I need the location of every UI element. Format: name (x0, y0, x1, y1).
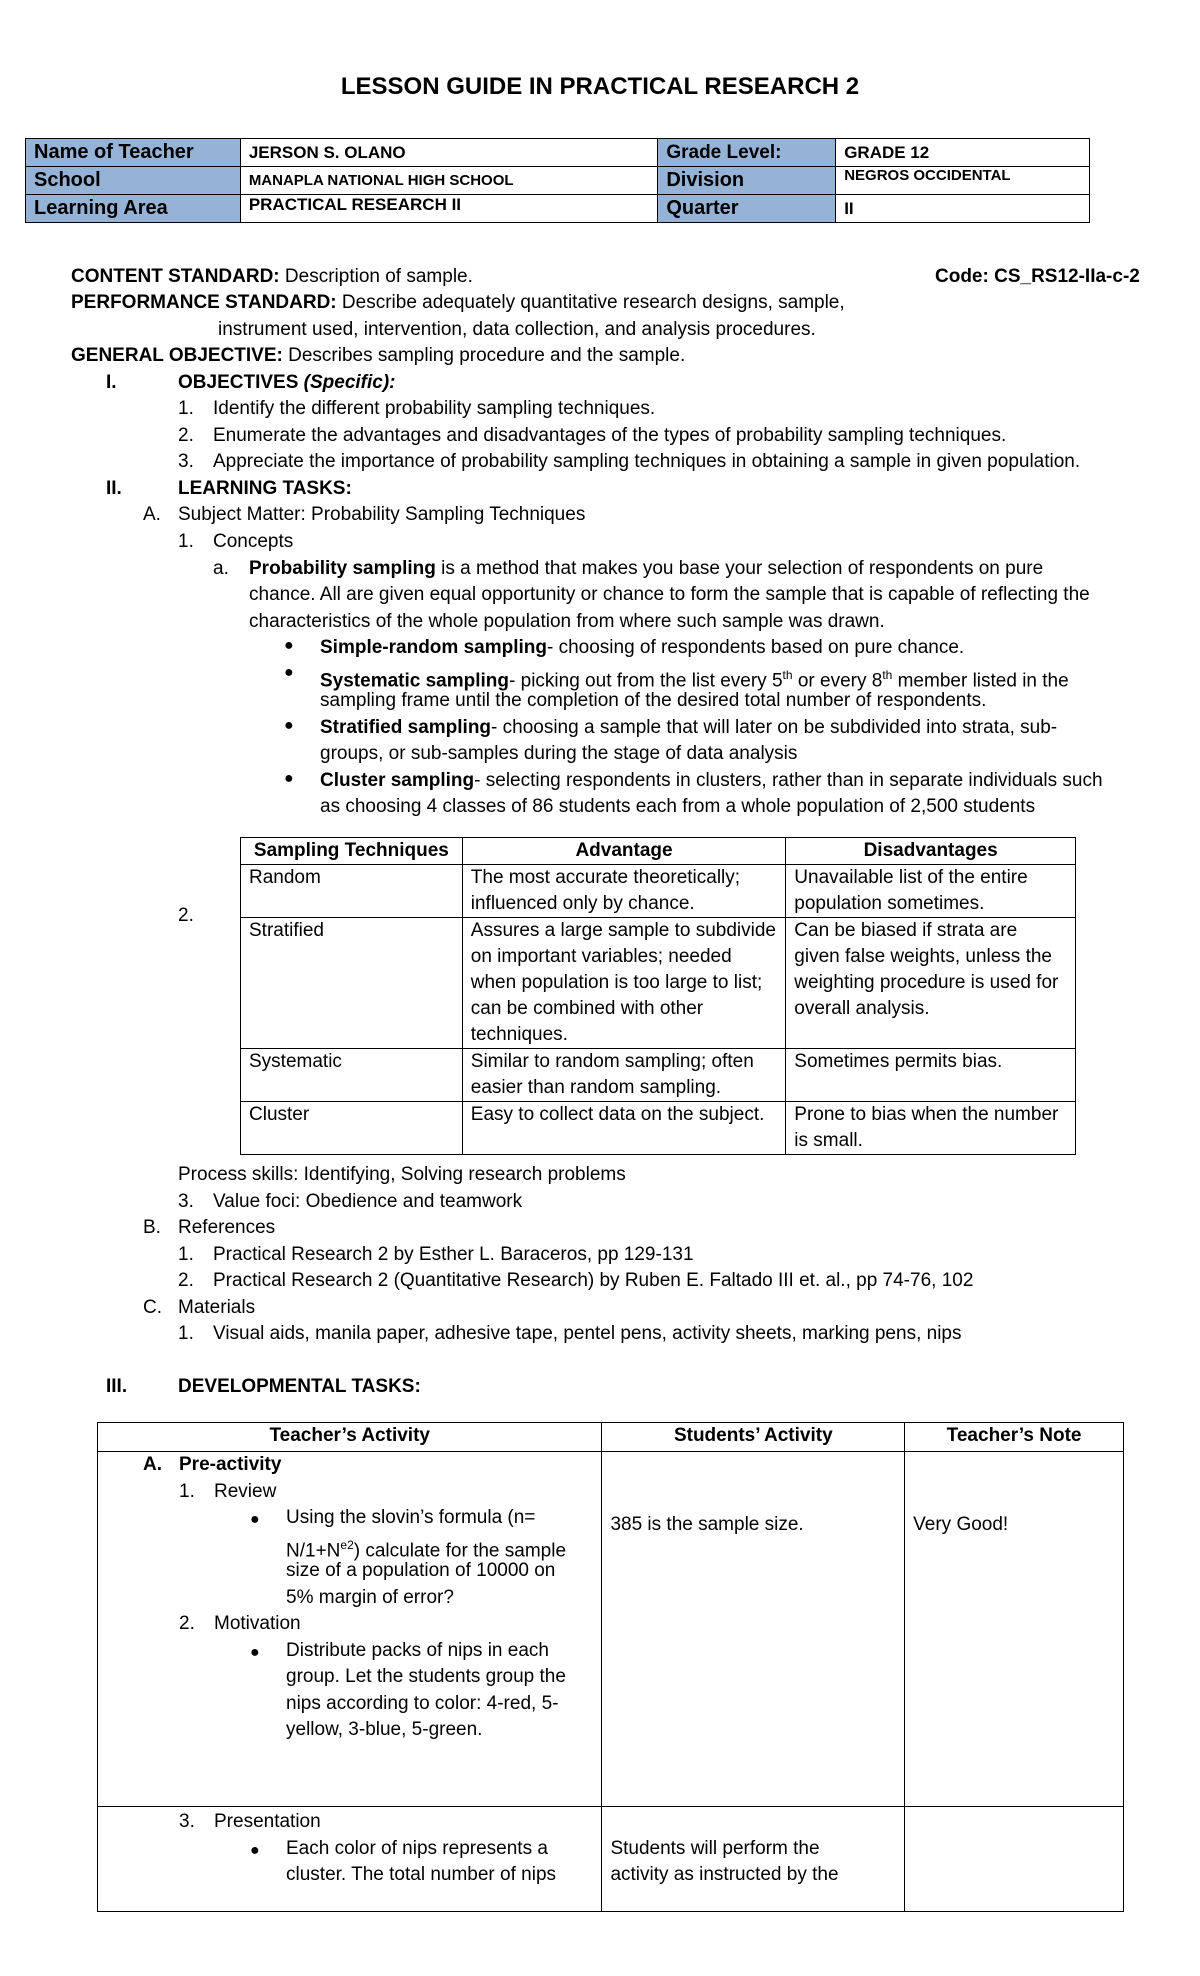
table-cell: Assures a large sample to subdivide on important variables; needed when population is too large to list; can be combined with other techniques. (462, 918, 786, 1049)
objectives-heading: OBJECTIVES (Specific): (178, 372, 396, 393)
objective-1: Identify the different probability sampling techniques. (213, 398, 656, 419)
teacher-activity-cell (98, 1452, 602, 1807)
motivation-label: Motivation (214, 1613, 301, 1634)
table-cell: Systematic (241, 1049, 463, 1102)
pre-activity-letter: A. (143, 1454, 162, 1475)
stratified-line-2: groups, or sub-samples during the stage of data analysis (320, 743, 798, 764)
table-cell: Unavailable list of the entire population sometimes. (786, 865, 1076, 918)
objectives-num: I. (106, 372, 117, 393)
concepts-label: Concepts (213, 531, 294, 552)
bullet-icon: ● (250, 1644, 260, 1661)
table-header: Teacher’s Activity (98, 1423, 602, 1452)
teacher-note-cell: Very Good! (905, 1452, 1124, 1807)
review-num: 1. (179, 1481, 195, 1502)
division-label: Division (658, 167, 836, 195)
school-value: MANAPLA NATIONAL HIGH SCHOOL (240, 167, 658, 195)
developmental-tasks-table (97, 1422, 1124, 1912)
subject-matter: Subject Matter: Probability Sampling Techniques (178, 504, 586, 525)
table-row (98, 1807, 1124, 1912)
division-value: NEGROS OCCIDENTAL (836, 167, 1090, 195)
objective-3: Appreciate the importance of probability sampling techniques in obtaining a sample in given population. (213, 451, 1081, 472)
quarter-label: Quarter (658, 195, 836, 223)
review-line-2: $N/1+N^{e2}$) calculate for the sample (286, 1538, 567, 1562)
tasks-num: II. (106, 478, 122, 499)
table-row (241, 1102, 1076, 1155)
stratified-line-1: Stratified sampling- choosing a sample that will later on be subdivided into strata, sub- (320, 717, 1058, 738)
table-row (98, 1452, 1124, 1807)
motivation-num: 2. (179, 1613, 195, 1634)
performance-standard: PERFORMANCE STANDARD: Describe adequately quantitative research designs, sample, (71, 292, 845, 313)
table-cell: Sometimes permits bias. (786, 1049, 1076, 1102)
systematic-line-1: Systematic sampling- picking out from the list every 5th or every 8th member listed in the (320, 668, 1069, 692)
table-cell: The most accurate theoretically; influenced only by chance. (462, 865, 786, 918)
general-objective: GENERAL OBJECTIVE: Describes sampling procedure and the sample. (71, 345, 686, 366)
table-cell: Random (241, 865, 463, 918)
table-row (241, 865, 1076, 918)
bullet-icon: ● (250, 1511, 260, 1528)
developmental-num: III. (106, 1376, 128, 1397)
probability-line-1: Probability sampling is a method that makes you base your selection of respondents on pure (249, 558, 1044, 579)
reference-num-1: 1. (178, 1244, 194, 1265)
table-header: Sampling Techniques (241, 838, 463, 865)
references-heading: References (178, 1217, 276, 1238)
table-cell: Similar to random sampling; often easier than random sampling. (462, 1049, 786, 1102)
sampling-techniques-table (240, 837, 1076, 1155)
quarter-value: II (836, 195, 1090, 223)
simple-random: Simple-random sampling- choosing of respondents based on pure chance. (320, 637, 965, 658)
materials-letter: C. (143, 1297, 162, 1318)
reference-1: Practical Research 2 by Esther L. Baraceros, pp 129-131 (213, 1244, 694, 1265)
concepts-num: 1. (178, 531, 194, 552)
motivation-line-1: Distribute packs of nips in each (286, 1640, 549, 1661)
student-line-2: activity as instructed by the (610, 1864, 839, 1885)
motivation-line-3: nips according to color: 4-red, 5- (286, 1693, 559, 1714)
teacher-info-table (25, 138, 1090, 223)
table-row (241, 1049, 1076, 1102)
presentation-label: Presentation (214, 1811, 321, 1832)
bullet-icon: ● (284, 717, 294, 734)
objective-2: Enumerate the advantages and disadvantages of the types of probability sampling techniques. (213, 425, 1007, 446)
concepts-2-num: 2. (178, 905, 194, 926)
bullet-icon: ● (250, 1842, 260, 1859)
bullet-icon: ● (284, 770, 294, 787)
table-header: Disadvantages (786, 838, 1076, 865)
objective-num-2: 2. (178, 425, 194, 446)
student-activity-cell: 385 is the sample size. (602, 1452, 905, 1807)
value-foci-num: 3. (178, 1191, 194, 1212)
table-cell: Can be biased if strata are given false weights, unless the weighting procedure is used for overall analysis. (786, 918, 1076, 1049)
concept-a-letter: a. (213, 558, 229, 579)
review-line-1: Using the slovin’s formula (n= (286, 1507, 536, 1528)
presentation-line-1: Each color of nips represents a (286, 1838, 548, 1859)
systematic-line-2: sampling frame until the completion of the desired total number of respondents. (320, 690, 987, 711)
materials-heading: Materials (178, 1297, 256, 1318)
motivation-line-2: group. Let the students group the (286, 1666, 566, 1687)
cluster-line-2: as choosing 4 classes of 86 students each from a whole population of 2,500 students (320, 796, 1036, 817)
table-cell: Easy to collect data on the subject. (462, 1102, 786, 1155)
objective-num-3: 3. (178, 451, 194, 472)
tasks-heading: LEARNING TASKS: (178, 478, 352, 499)
teacher-activity-cell (98, 1807, 602, 1912)
table-header: Teacher’s Note (905, 1423, 1124, 1452)
presentation-line-2: cluster. The total number of nips (286, 1864, 557, 1885)
performance-standard-cont: instrument used, intervention, data collection, and analysis procedures. (218, 319, 816, 340)
content-standard: CONTENT STANDARD: Description of sample. (71, 266, 473, 287)
area-label: Learning Area (26, 195, 241, 223)
material-num-1: 1. (178, 1323, 194, 1344)
references-letter: B. (143, 1217, 161, 1238)
bullet-icon: ● (284, 664, 294, 681)
page-title: LESSON GUIDE IN PRACTICAL RESEARCH 2 (340, 73, 860, 100)
probability-line-2: chance. All are given equal opportunity or chance to form the sample that is capable of reflecting the (249, 584, 1090, 605)
code: Code: CS_RS12-IIa-c-2 (935, 266, 1140, 287)
table-cell: Prone to bias when the number is small. (786, 1102, 1076, 1155)
value-foci: Value foci: Obedience and teamwork (213, 1191, 523, 1212)
material-1: Visual aids, manila paper, adhesive tape, pentel pens, activity sheets, marking pens, nips (213, 1323, 962, 1344)
bullet-icon: ● (284, 637, 294, 654)
teacher-value: JERSON S. OLANO (240, 139, 658, 167)
area-value: PRACTICAL RESEARCH II (240, 195, 658, 223)
cluster-line-1: Cluster sampling- selecting respondents in clusters, rather than in separate individuals such (320, 770, 1103, 791)
review-line-4: 5% margin of error? (286, 1587, 454, 1608)
pre-activity-label: Pre-activity (179, 1454, 282, 1475)
grade-label: Grade Level: (658, 139, 836, 167)
review-label: Review (214, 1481, 277, 1502)
teacher-label: Name of Teacher (26, 139, 241, 167)
table-cell: Cluster (241, 1102, 463, 1155)
developmental-heading: DEVELOPMENTAL TASKS: (178, 1376, 421, 1397)
table-cell: Stratified (241, 918, 463, 1049)
reference-2: Practical Research 2 (Quantitative Research) by Ruben E. Faltado III et. al., pp 74-76, 102 (213, 1270, 974, 1291)
student-line-1: Students will perform the (610, 1838, 820, 1859)
review-line-3: size of a population of 10000 on (286, 1560, 556, 1581)
table-header: Students’ Activity (602, 1423, 905, 1452)
probability-line-3: characteristics of the whole population from where such sample was drawn. (249, 611, 885, 632)
objective-num-1: 1. (178, 398, 194, 419)
table-header: Advantage (462, 838, 786, 865)
subject-letter: A. (143, 504, 161, 525)
presentation-num: 3. (179, 1811, 195, 1832)
motivation-line-4: yellow, 3-blue, 5-green. (286, 1719, 483, 1740)
student-activity-cell (602, 1807, 905, 1912)
table-row (241, 918, 1076, 1049)
grade-value: GRADE 12 (836, 139, 1090, 167)
teacher-note-cell (905, 1807, 1124, 1912)
reference-num-2: 2. (178, 1270, 194, 1291)
process-skills: Process skills: Identifying, Solving research problems (178, 1164, 626, 1185)
school-label: School (26, 167, 241, 195)
